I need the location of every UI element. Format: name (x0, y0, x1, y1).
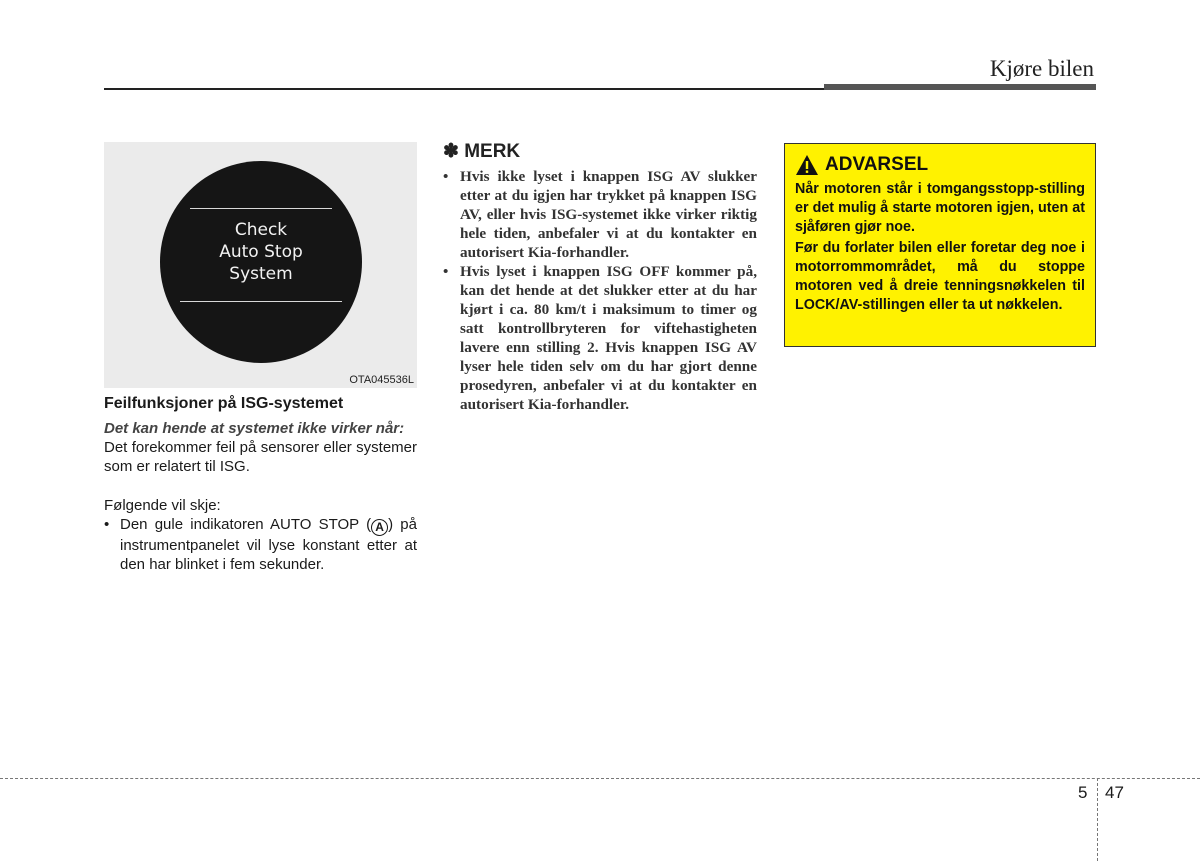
display-line-1: Check (234, 220, 288, 240)
footer-divider (0, 778, 1200, 779)
merk-list (443, 167, 757, 414)
warning-box (784, 143, 1096, 347)
footer-divider-vertical (1097, 778, 1098, 861)
merk-item-text: Hvis lyset i knappen ISG OFF kommer på, kan det hende at det slukker etter at du har kjørt i ca. 80 km/t i maksimum to timer og satt kontrollbryteren for viftehastigheten lavere enn stilling 2. Hvis knappen ISG AV lyser hele tiden selv om du har gjort denne prosedyren, anbefaler vi at du kontakter en autorisert Kia-forhandler. (460, 263, 757, 413)
figure-caption: OTA045536L (349, 374, 414, 386)
auto-stop-icon: A (371, 519, 388, 536)
merk-title: ✽ MERK (443, 141, 521, 162)
figure-isg-display (104, 142, 417, 388)
display-line-2: Auto Stop (219, 242, 303, 262)
warning-paragraph-1: Når motoren står i tomgangsstopp-stilling er det mulig å starte motoren igjen, uten at sjåføren gjør noe. (795, 181, 1085, 235)
warning-title: ADVARSEL (825, 154, 929, 175)
display-message (160, 219, 362, 285)
display-line-3: System (229, 264, 293, 284)
warning-paragraph-2: Før du forlater bilen eller foretar deg noe i motorrommområdet, må du stoppe motoren ved å dreie tenningsnøkkelen til LOCK/AV-stillingen eller ta ut nøkkelen. (795, 240, 1085, 313)
paragraph-following: Følgende vil skje: (104, 497, 221, 514)
page-number: 47 (1105, 783, 1124, 802)
warning-triangle-icon (795, 154, 819, 176)
list-item (104, 515, 417, 574)
italic-lead: Det kan hende at systemet ikke virker når: (104, 420, 405, 437)
merk-item-text: Hvis ikke lyset i knappen ISG AV slukker etter at du igjen har trykket på knappen ISG AV, eller hvis ISG-systemet ikke virker riktig hele tiden, anbefaler vi at du kontakter en autorisert Kia-forhandler. (460, 168, 757, 261)
bullet-dot: • (443, 168, 449, 185)
paragraph-sensors: Det forekommer feil på sensorer eller systemer som er relatert til ISG. (104, 439, 417, 475)
bullet-text-start: Den gule indikatoren AUTO STOP ( (120, 516, 372, 533)
bullet-dot: • (443, 263, 449, 280)
bullet-text-end: ) på instrumentpanelet vil lyse konstant etter at den har blinket i fem sekunder. (120, 516, 417, 573)
page-header-title: Kjøre bilen (989, 56, 1094, 81)
bullet-text (120, 515, 417, 574)
list-item (443, 167, 757, 262)
section-title: Feilfunksjoner på ISG-systemet (104, 395, 344, 412)
left-column (104, 394, 417, 574)
display-divider-top (190, 208, 332, 209)
display-divider-bottom (180, 301, 342, 302)
header-rule (104, 88, 824, 90)
cluster-display (160, 161, 362, 363)
header-rule-accent (824, 84, 1096, 90)
chapter-number: 5 (1078, 783, 1088, 802)
merk-note (443, 140, 757, 414)
bullet-dot: • (104, 516, 110, 533)
list-item (443, 262, 757, 414)
warning-header (795, 154, 1085, 176)
